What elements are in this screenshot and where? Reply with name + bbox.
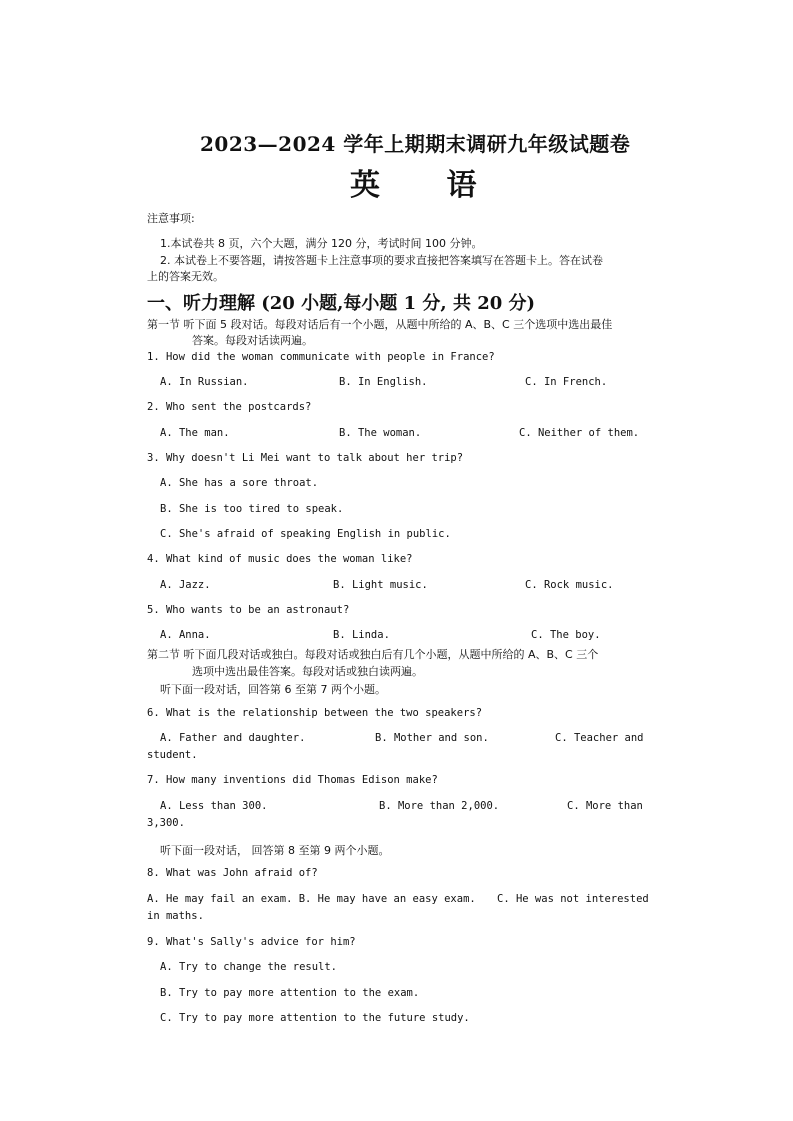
question-9-option-c: C. Try to pay more attention to the future study. [160,1012,470,1024]
question-1-stem: 1. How did the woman communicate with people in France? [147,351,495,363]
question-5-stem: 5. Who wants to be an astronaut? [147,604,350,616]
notes-heading: 注意事项: [147,212,195,225]
question-7-stem: 7. How many inventions did Thomas Edison make? [147,774,438,786]
question-5-option-a: A. Anna. [160,629,211,641]
question-5-option-c: C. The boy. [531,629,601,641]
question-8-stem: 8. What was John afraid of? [147,867,318,879]
question-9-option-b: B. Try to pay more attention to the exam. [160,987,420,999]
question-3-stem: 3. Why doesn't Li Mei want to talk about her trip? [147,452,464,464]
question-2-option-b: B. The woman. [339,427,422,439]
question-6-option-b: B. Mother and son. [375,732,489,744]
question-7-option-c: C. More than [567,800,643,812]
part-1-instructions-line-2: 答案。每段对话读两遍。 [192,334,313,347]
question-6-stem: 6. What is the relationship between the two speakers? [147,707,483,719]
question-8-option-c: C. He was not interested [497,893,649,905]
question-9-stem: 9. What's Sally's advice for him? [147,936,356,948]
question-7-option-a: A. Less than 300. [160,800,268,812]
part-1-instructions-line-1: 第一节 听下面 5 段对话。每段对话后有一个小题，从题中所给的 A、B、C 三个选项中选出最佳 [147,318,613,331]
question-4-option-c: C. Rock music. [525,579,614,591]
question-2-option-a: A. The man. [160,427,230,439]
question-4-option-a: A. Jazz. [160,579,211,591]
part-2-instructions-line-1: 第二节 听下面几段对话或独白。每段对话或独白后有几个小题，从题中所给的 A、B、C 三个 [147,648,599,661]
part-2-instructions-line-2: 选项中选出最佳答案。每段对话或独白读两遍。 [192,665,423,678]
question-6-option-a: A. Father and daughter. [160,732,306,744]
question-2-option-c: C. Neither of them. [519,427,640,439]
question-6-option-c-wrap: student. [147,749,198,761]
notes-item-1: 1.本试卷共 8 页，六个大题，满分 120 分，考试时间 100 分钟。 [160,237,483,250]
dialogue-intro-6-7: 听下面一段对话，回答第 6 至第 7 两个小题。 [160,683,386,696]
notes-item-2-line-2: 上的答案无效。 [147,270,224,283]
question-3-option-a: A. She has a sore throat. [160,477,319,489]
subject-title: 英 语 [350,168,505,203]
question-1-option-b: B. In English. [339,376,428,388]
question-4-stem: 4. What kind of music does the woman like? [147,553,413,565]
question-4-option-b: B. Light music. [333,579,428,591]
question-1-option-a: A. In Russian. [160,376,249,388]
question-1-option-c: C. In French. [525,376,608,388]
dialogue-intro-8-9: 听下面一段对话， 回答第 8 至第 9 两个小题。 [160,844,390,857]
exam-title: 2023—2024 学年上期期末调研九年级试题卷 [200,132,631,156]
question-3-option-b: B. She is too tired to speak. [160,503,344,515]
question-7-option-b: B. More than 2,000. [379,800,500,812]
section-1-heading: 一、听力理解 (20 小题,每小题 1 分, 共 20 分) [147,293,536,314]
question-8-options-a-b: A. He may fail an exam. B. He may have an easy exam. [147,893,476,905]
question-8-option-c-wrap: in maths. [147,910,204,922]
question-6-option-c: C. Teacher and [555,732,644,744]
question-7-option-c-wrap: 3,300. [147,817,185,829]
question-3-option-c: C. She's afraid of speaking English in public. [160,528,451,540]
question-9-option-a: A. Try to change the result. [160,961,338,973]
notes-item-2-line-1: 2. 本试卷上不要答题，请按答题卡上注意事项的要求直接把答案填写在答题卡上。答在试卷 [160,254,603,267]
question-5-option-b: B. Linda. [333,629,390,641]
question-2-stem: 2. Who sent the postcards? [147,401,312,413]
